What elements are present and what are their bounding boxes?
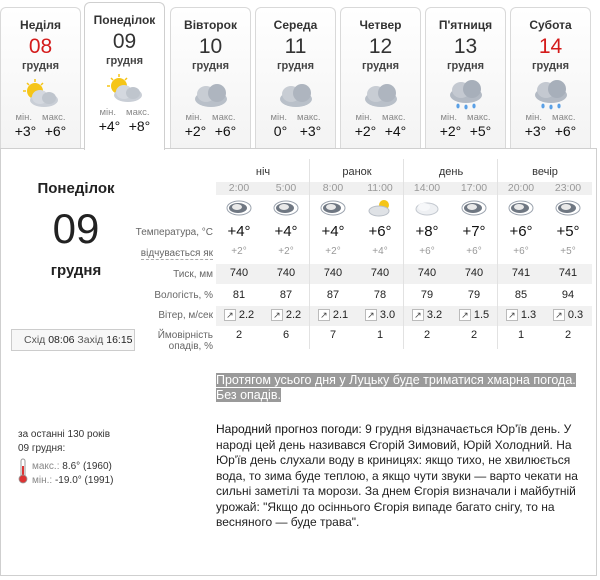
hour-time: 14:00 [413,182,441,194]
wind-direction-icon: ↗ [271,309,283,321]
day-tab-number: 12 [368,35,393,58]
hour-pres-value: 740 [370,267,390,279]
hour-wind [310,309,356,321]
wind-direction-icon: ↗ [224,309,236,321]
hour-hum-value: 85 [514,289,528,301]
hour-temp-value: +7° [462,223,486,240]
hour-prec [545,329,591,341]
hour-feels-value: +6° [513,246,529,257]
folk-forecast [216,422,592,531]
hour-feels [357,246,403,257]
hour-time: 2:00 [228,182,250,194]
hour-pres-value: 741 [511,267,531,279]
folk-forecast-text: 9 грудня відзначається Юр'їв день. У народі цей день називався Єгорій Зимовий, Юрій Холодний. На Юр'їв день слухали воду в криницях: якщо тихо, не хвилюється вода, то зима буде теплою, а якщо чути звуки — варто чекати на сильні заметілі та морози. За днем Єгорія визначали і майбутній урожай: "Якщо до осіннього Єгорія випаде багато снігу, то на весняного — буде трава". [216,422,578,529]
day-tab-month: грудня [446,60,485,72]
hour-prec [263,329,309,341]
sunset-time: 16:15 [106,334,133,346]
hour-wind [404,309,450,321]
day-tabs [0,0,600,148]
hour-hum [216,289,262,301]
day-tab-14[interactable] [510,7,591,148]
hour-pres [545,267,591,279]
day-tab-max-label: макс. [382,112,406,123]
wind-direction-icon: ↗ [318,309,330,321]
hour-wind [357,309,403,321]
hour-wind [498,309,544,321]
history-max-year: (1960) [82,461,112,472]
hour-wind [263,309,309,321]
period-label: ранок [342,166,372,178]
day-tab-month: грудня [361,60,400,72]
day-tab-number: 08 [28,35,53,58]
hour-feels-value: +4° [372,246,388,257]
hour-wind-value: 2.1 [332,309,349,321]
day-tab-max: +3° [299,123,322,139]
hour-prec-value: 2 [470,329,478,341]
hour-wind-value: 1.3 [520,309,537,321]
hour-hum [263,289,309,301]
hour-feels-value: +6° [466,246,482,257]
hour-temp-value: +6° [509,223,533,240]
hour-hum [357,289,403,301]
hour-temp [310,223,356,240]
sunrise-label: Схід [24,334,46,346]
day-tab-min: +2° [439,123,462,139]
hour-wind-value: 2.2 [285,309,302,321]
hour-wind-value: 1.5 [473,309,490,321]
thermometer-icon [18,458,28,484]
day-detail-panel [0,148,597,576]
hour-feels [404,246,450,257]
hour-feels [310,246,356,257]
hour-time: 8:00 [322,182,344,194]
period-label: день [438,166,464,178]
hour-temp [451,223,497,240]
moon-cloud-icon [507,197,535,219]
history-min-label: мін.: [32,475,53,486]
day-tab-number: 13 [453,35,478,58]
sunset-label: Захід [77,334,104,346]
day-tab-max: +6° [554,123,577,139]
hour-wind [216,309,262,321]
hour-temp-value: +6° [368,223,392,240]
wind-direction-icon: ↗ [412,309,424,321]
history-min-year: (1991) [84,475,114,486]
precip-label-1: Ймовірність [157,330,213,341]
pressure-label: Тиск, мм [173,269,213,280]
day-tab-min-label: мін. [270,112,288,123]
hour-hum-value: 87 [279,289,293,301]
hour-temp [545,223,591,240]
hour-feels [545,246,591,257]
day-tab-08[interactable] [0,7,81,148]
hour-temp [498,223,544,240]
hour-time: 23:00 [554,182,582,194]
day-tab-name: П'ятниця [438,18,493,32]
day-tab-max: +4° [384,123,407,139]
hour-prec [357,329,403,341]
day-tab-13[interactable] [425,7,506,148]
hour-hum-value: 87 [326,289,340,301]
rain-cloud-icon [528,78,574,110]
hour-wind-value: 2.2 [238,309,255,321]
hour-temp-value: +8° [415,223,439,240]
hour-temp-value: +5° [556,223,580,240]
cloud-icon [188,78,234,110]
hour-temp-value: +4° [321,223,345,240]
selected-day-month: грудня [50,262,102,279]
history-line2: 09 грудня: [18,443,66,454]
day-tab-min-label: мін. [185,112,203,123]
wind-direction-icon: ↗ [506,309,518,321]
folk-forecast-title: Народний прогноз погоди: [216,422,362,436]
hour-pres [310,267,356,279]
wind-direction-icon: ↗ [365,309,377,321]
day-tab-max: +6° [214,123,237,139]
day-tab-number: 09 [112,30,137,53]
day-tab-max: +5° [469,123,492,139]
sun-cloud-icon [366,197,394,219]
hour-pres [216,267,262,279]
feels-label[interactable]: відчувається як [140,248,213,259]
day-tab-max: +8° [128,118,151,134]
hour-wind-value: 0.3 [567,309,584,321]
sunrise-sunset [11,329,135,351]
hour-feels-value: +2° [278,246,294,257]
hour-hum-value: 94 [561,289,575,301]
temp-label: Температура, °C [135,227,213,238]
precip-label-2: опадів, % [168,341,213,352]
day-tab-12[interactable] [340,7,421,148]
day-tab-min-label: мін. [440,112,458,123]
hour-prec-value: 6 [282,329,290,341]
hour-hum [310,289,356,301]
hour-prec-value: 2 [235,329,243,341]
cloud-icon [273,78,319,110]
hour-feels [216,246,262,257]
cloud-light-icon [413,197,441,219]
hour-pres-value: 740 [323,267,343,279]
day-tab-min-label: мін. [355,112,373,123]
day-tab-min: +4° [98,118,121,134]
day-tab-09[interactable] [84,2,165,150]
sun-cloud-icon [18,78,64,110]
hour-temp [216,223,262,240]
day-tab-min-label: мін. [99,107,117,118]
day-tab-min: +2° [184,123,207,139]
history-min [32,474,198,488]
history-max [32,460,198,474]
hour-hum [545,289,591,301]
day-tab-min: 0° [273,123,288,139]
hour-pres-value: 740 [276,267,296,279]
hour-hum [498,289,544,301]
hour-hum-value: 81 [232,289,246,301]
day-tab-min: +3° [14,123,37,139]
hour-feels-value: +5° [560,246,576,257]
day-tab-name: Вівторок [184,18,237,32]
history-max-value: 8.6° [62,461,81,472]
day-tab-min: +2° [354,123,377,139]
period-label: вечір [532,166,558,178]
day-tab-min: +3° [524,123,547,139]
day-tab-max-label: макс. [126,107,150,118]
hour-time: 11:00 [367,182,393,194]
day-summary [216,373,592,403]
moon-cloud-icon [225,197,253,219]
wind-label: Вітер, м/сек [158,310,213,321]
hour-temp [404,223,450,240]
day-tab-name: Неділя [20,18,61,32]
history-block [18,428,198,488]
hour-temp [263,223,309,240]
day-tab-month: грудня [191,60,230,72]
day-tab-max-label: макс. [212,112,236,123]
hour-feels-value: +2° [325,246,341,257]
hour-time: 17:00 [460,182,488,194]
rain-cloud-icon [443,78,489,110]
hour-wind-value: 3.2 [426,309,443,321]
hour-time: 20:00 [507,182,535,194]
hour-hum [404,289,450,301]
day-tab-month: грудня [276,60,315,72]
day-tab-name: Середа [273,18,318,32]
hour-prec [310,329,356,341]
sunrise-time: 08:06 [48,334,75,346]
period-label: ніч [255,166,271,178]
hour-prec [451,329,497,341]
moon-cloud-icon [554,197,582,219]
day-tab-max-label: макс. [467,112,491,123]
cloud-icon [358,78,404,110]
humidity-label: Вологість, % [154,290,213,301]
history-max-label: макс.: [32,461,60,472]
hour-prec-value: 2 [423,329,431,341]
day-tab-month: грудня [21,60,60,72]
hour-pres-value: 741 [558,267,578,279]
moon-cloud-icon [460,197,488,219]
hour-prec-value: 1 [517,329,525,341]
hour-wind-value: 3.0 [379,309,396,321]
hour-temp-value: +4° [274,223,298,240]
hour-prec-value: 7 [329,329,337,341]
day-tab-min-label: мін. [15,112,33,123]
day-tab-max: +6° [44,123,67,139]
hour-pres-value: 740 [229,267,249,279]
hour-pres [263,267,309,279]
hour-hum-value: 78 [373,289,387,301]
day-tab-min-label: мін. [525,112,543,123]
wind-direction-icon: ↗ [553,309,565,321]
day-tab-month: грудня [105,55,144,67]
day-tab-max-label: макс. [297,112,321,123]
sun-cloud-icon [102,73,148,105]
hour-prec [404,329,450,341]
day-tab-max-label: макс. [552,112,576,123]
hour-temp [357,223,403,240]
day-tab-name: Четвер [359,18,402,32]
hour-feels [263,246,309,257]
day-tab-name: Понеділок [93,13,156,27]
hour-pres-value: 740 [464,267,484,279]
hour-pres [498,267,544,279]
history-min-value: -19.0° [54,475,82,486]
hour-prec [216,329,262,341]
hour-feels-value: +2° [231,246,247,257]
day-tab-max-label: макс. [42,112,66,123]
hour-hum-value: 79 [420,289,434,301]
hour-hum [451,289,497,301]
hour-prec-value: 2 [564,329,572,341]
hour-pres [357,267,403,279]
moon-cloud-icon [272,197,300,219]
day-tab-11[interactable] [255,7,336,148]
day-tab-number: 14 [538,35,563,58]
day-tab-name: Субота [529,18,572,32]
moon-cloud-icon [319,197,347,219]
hour-pres-value: 740 [417,267,437,279]
hour-wind [545,309,591,321]
day-tab-month: грудня [531,60,570,72]
day-tab-number: 10 [198,35,223,58]
hour-feels [451,246,497,257]
day-tab-number: 11 [284,35,307,58]
hour-hum-value: 79 [467,289,481,301]
selected-day-number: 09 [52,205,100,252]
history-line1: за останні 130 років [18,429,111,440]
hour-time: 5:00 [275,182,297,194]
hour-wind [451,309,497,321]
wind-direction-icon: ↗ [459,309,471,321]
hour-pres [451,267,497,279]
day-tab-10[interactable] [170,7,251,148]
hour-feels [498,246,544,257]
hour-prec-value: 1 [376,329,384,341]
hour-feels-value: +6° [419,246,435,257]
hour-prec [498,329,544,341]
hour-pres [404,267,450,279]
day-summary-text: Протягом усього дня у Луцьку буде триматися хмарна погода. Без опадів. [216,373,576,402]
selected-day-name: Понеділок [37,180,115,197]
hour-temp-value: +4° [227,223,251,240]
